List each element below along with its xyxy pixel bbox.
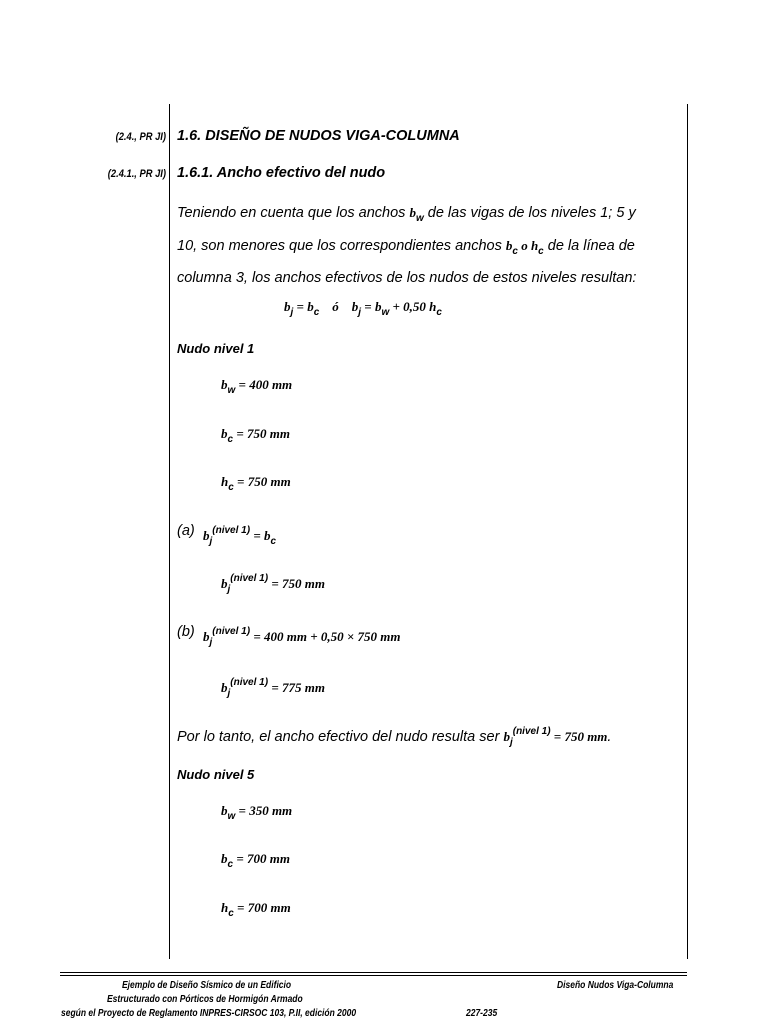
nivel1-bc: $b_c = 750$ mm (221, 426, 290, 445)
nivel5-bc: $b_c = 700$ mm (221, 851, 290, 870)
general-formula: $b_j = b_c$ ó $b_j = b_w + 0,50$ $h_c$ (284, 299, 442, 318)
case-a-equation: $b_j^{(nivel 1)} = b_c$ (203, 525, 277, 547)
case-b-result: $b_j^{(nivel 1)} = 775$ mm (221, 677, 325, 699)
case-a-label: (a) (177, 523, 195, 539)
intro-line-1: Teniendo en cuenta que los anchos $b_w$ de las vigas de los niveles 1; 5 y (177, 205, 636, 224)
left-margin-rule (169, 104, 170, 959)
nivel5-hc: $h_c = 700$ mm (221, 900, 291, 919)
intro-paragraph (177, 199, 636, 292)
section-reference: (2.4., PR JI) (115, 131, 166, 143)
footer-title-line1: Ejemplo de Diseño Sísmico de un Edificio (122, 980, 292, 991)
nivel5-bw: $b_w = 350$ mm (221, 803, 293, 822)
case-b-label: (b) (177, 624, 195, 640)
footer-chapter: Diseño Nudos Viga-Columna (557, 980, 674, 991)
section-heading: 1.6. DISEÑO DE NUDOS VIGA-COLUMNA (177, 128, 460, 144)
footer-rule-bottom (60, 975, 687, 976)
footer-title-line2: Estructurado con Pórticos de Hormigón Armado (107, 994, 303, 1005)
case-b-equation: $b_j^{(nivel 1)} = 400$ mm + 0,50 × 750 mm (203, 626, 401, 648)
intro-line-2: 10, son menores que los correspondientes anchos $b_c$ o $h_c$ de la línea de (177, 238, 635, 257)
case-a-result: $b_j^{(nivel 1)} = 750$ mm (221, 573, 325, 595)
nivel1-hc: $h_c = 750$ mm (221, 474, 291, 493)
right-margin-rule (687, 104, 688, 959)
footer-page-range: 227-235 (466, 1008, 498, 1019)
nivel5-title: Nudo nivel 5 (177, 767, 255, 782)
nivel1-conclusion: Por lo tanto, el ancho efectivo del nudo resulta ser $b_j^{(nivel 1)} = 750$ mm. (177, 726, 612, 748)
intro-line-3: columna 3, los anchos efectivos de los nudos de estos niveles resultan: (177, 270, 637, 286)
subsection-heading: 1.6.1. Ancho efectivo del nudo (177, 165, 386, 181)
nivel1-title: Nudo nivel 1 (177, 341, 255, 356)
subsection-reference: (2.4.1., PR JI) (107, 168, 166, 180)
nivel1-bw: $b_w = 400$ mm (221, 377, 293, 396)
footer-rule-top (60, 972, 687, 973)
footer-title-line3: según el Proyecto de Reglamento INPRES-CIRSOC 103, P.II, edición 2000 (61, 1008, 357, 1019)
